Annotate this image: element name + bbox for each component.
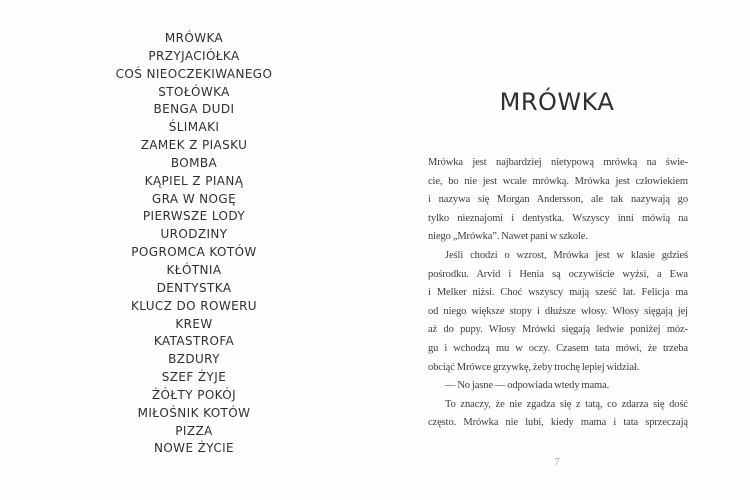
toc-item: BENGA DUDI [153,102,235,117]
toc-item: KLUCZ DO ROWERU [130,298,257,313]
body-line: często. Mrówka nie lubi, kiedy mama i tata sprzeczają [428,417,688,429]
body-line: aż do pupy. Włosy Mrówki sięgają ledwie poniżej móz- [428,324,688,336]
toc-item: COŚ NIEOCZEKIWANEGO [115,66,273,81]
body-line: niego „Mrówka”. Nawet pani w szkole. [428,231,588,243]
toc-item: STOŁÓWKA [158,84,230,99]
toc-item: PIERWSZE LODY [142,209,246,224]
toc-item: GRA W NOGĘ [151,191,237,206]
toc-item: KATASTROFA [153,334,235,349]
chapter-title: MRÓWKA [499,88,615,116]
toc-item: KREW [175,316,213,331]
toc-item: PRZYJACIÓŁKA [148,48,240,63]
toc-item: MIŁOŚNIK KOTÓW [137,405,251,420]
body-line: gu i wchodzą mu w oczy. Czasem tata mówi, że trzeba [428,342,688,354]
toc-item: NOWE ŻYCIE [153,441,235,456]
toc-item: ŻÓŁTY POKÓJ [151,387,237,402]
page-number: 7 [554,457,560,468]
body-line: Mrówka jest najbardziej nietypową mrówką na świe- [428,157,688,168]
toc-item: POGROMCA KOTÓW [131,245,257,260]
table-of-contents [44,30,344,458]
toc-item: ŚLIMAKI [168,120,220,135]
body-line: To znaczy, że nie zgadza się z tatą, co zdarza się dość [445,398,688,410]
toc-item: ZAMEK Z PIASKU [140,138,248,153]
toc-item: KŁÓTNIA [166,262,222,277]
toc-item: PIZZA [175,423,213,438]
body-line: i Melker niżsi. Choć wszyscy mają sześć lat. Felicja ma [428,287,688,299]
body-line: tylko nieznajomi i dentystka. Wszyscy inni mówią na [428,212,688,224]
body-line: — No jasne — odpowiada wtedy mama. [445,380,610,392]
toc-item: KĄPIEL Z PIANĄ [144,173,244,188]
body-line: od niego większe stopy i dłuższe włosy. Włosy sięgają jej [428,305,688,317]
body-line: Jeśli chodzi o wzrost, Mrówka jest w klasie gdzieś [445,249,688,261]
body-line: pośrodku. Arvid i Henia są oczywiście wyżsi, a Ewa [428,268,688,280]
toc-item: SZEF ŻYJE [161,370,227,385]
toc-item: DENTYSTKA [156,280,232,295]
toc-item: BOMBA [170,155,218,170]
body-line: cie, bo nie jest wcale mrówką. Mrówka jest człowiekiem [428,175,688,187]
chapter-body [428,154,688,433]
toc-item: URODZINY [160,227,228,242]
toc-item: BZDURY [168,352,220,367]
body-line: i nazywa się Morgan Andersson, ale tak nazywają go [428,194,688,206]
body-line: obciąć Mrówce grzywkę, żeby trochę lepiej widział. [428,361,640,373]
chapter-page [375,0,750,500]
toc-item: MRÓWKA [164,31,224,45]
